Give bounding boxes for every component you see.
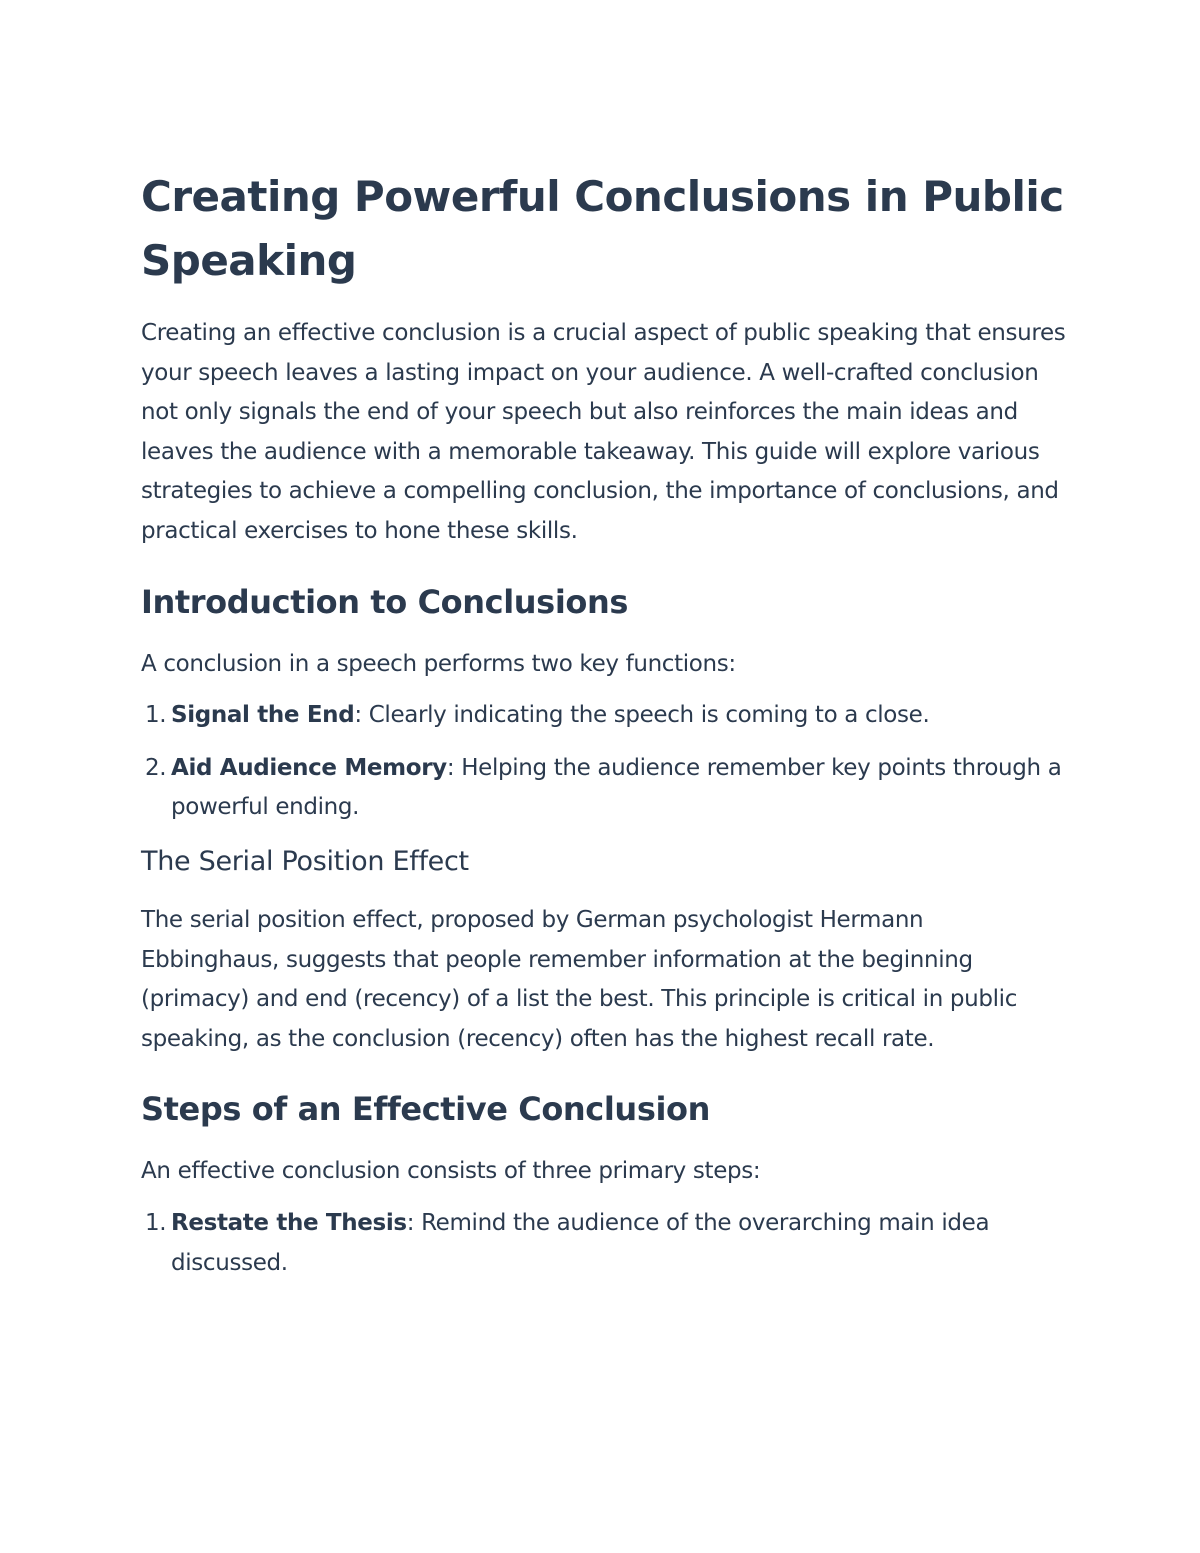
list-term: Restate the Thesis bbox=[171, 1209, 407, 1236]
section-heading-steps: Steps of an Effective Conclusion bbox=[141, 1090, 710, 1129]
section-lead-steps: An effective conclusion consists of three primary steps: bbox=[141, 1158, 761, 1185]
steps-list bbox=[141, 1204, 1066, 1283]
functions-list bbox=[141, 696, 1066, 828]
list-term: Signal the End bbox=[171, 702, 355, 729]
list-text: : Remind the audience of the overarching main idea discussed. bbox=[171, 1209, 990, 1276]
list-item bbox=[141, 696, 1066, 736]
list-text: : Helping the audience remember key points through a powerful ending. bbox=[171, 754, 1062, 821]
list-term: Aid Audience Memory bbox=[171, 754, 447, 781]
intro-paragraph: Creating an effective conclusion is a crucial aspect of public speaking that ensures your speech leaves a lasting impact on your audience. A well-crafted conclusion not only signals the end of your speech but also reinforces the main ideas and leaves the audience with a memorable takeaway. This guide will explore various strategies to achieve a compelling conclusion, the importance of conclusions, and practical exercises to hone these skills. bbox=[141, 320, 1066, 544]
list-number: 1. bbox=[145, 1209, 167, 1236]
list-item bbox=[141, 749, 1066, 828]
serial-position-paragraph: The serial position effect, proposed by German psychologist Hermann Ebbinghaus, suggests that people remember information at the beginning (primacy) and end (recency) of a list the best. This principle is critical in public speaking, as the conclusion (recency) often has the highest recall rate. bbox=[141, 906, 1018, 1052]
section-heading-introduction: Introduction to Conclusions bbox=[141, 582, 628, 621]
page-title: Creating Powerful Conclusions in Public Speaking bbox=[141, 172, 1064, 285]
list-text: : Clearly indicating the speech is coming to a close. bbox=[354, 702, 930, 729]
document-page bbox=[141, 165, 1066, 1296]
section-lead-introduction: A conclusion in a speech performs two key functions: bbox=[141, 650, 736, 677]
list-item bbox=[141, 1204, 1066, 1283]
list-number: 2. bbox=[145, 754, 167, 781]
list-number: 1. bbox=[145, 702, 167, 729]
subsection-heading-serial-position: The Serial Position Effect bbox=[141, 845, 469, 877]
